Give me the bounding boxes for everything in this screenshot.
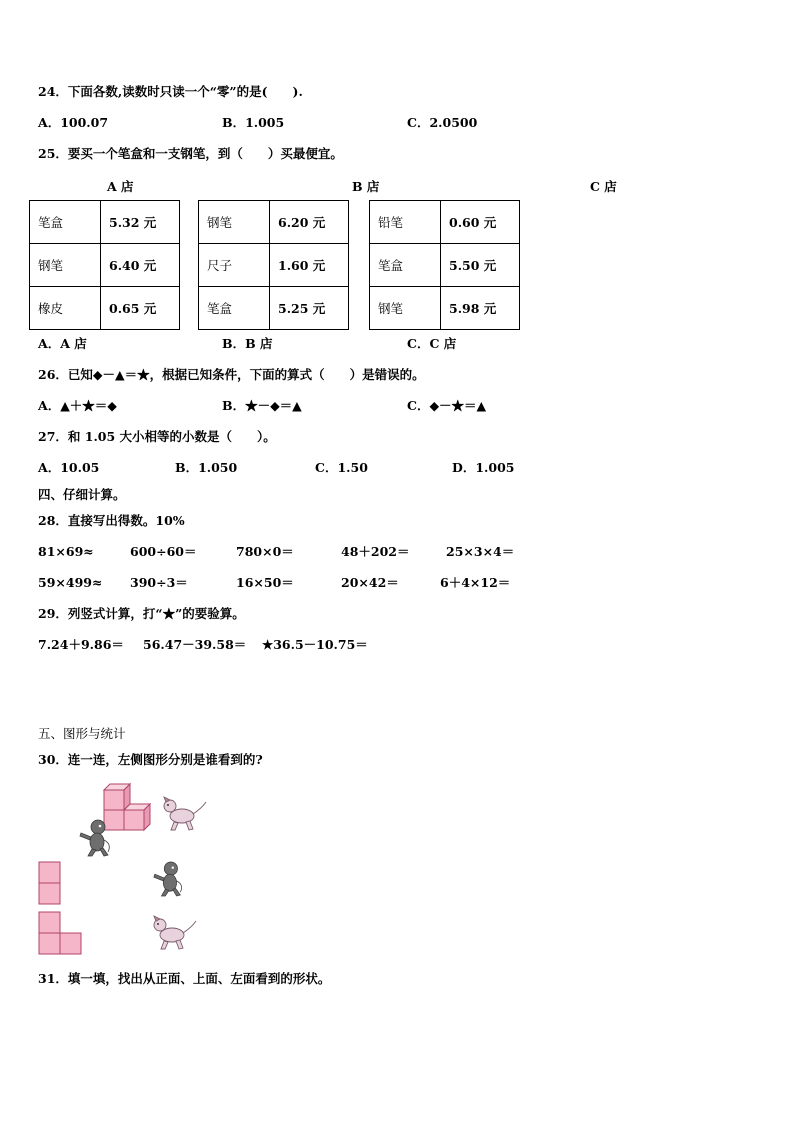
item-price: 5.25 元 [270,287,349,330]
q28-r2-c5: 6＋4×12＝ [440,575,511,590]
q29-item-1: 7.24＋9.86＝ [38,637,124,652]
item-name: 笔盒 [199,287,270,330]
item-price: 1.60 元 [270,244,349,287]
q24-option-a[interactable]: A．100.07 [38,115,109,130]
table-row [199,244,349,287]
q31-stem: 31．填一填，找出从正面、上面、左面看到的形状。 [38,971,331,986]
item-price: 0.65 元 [101,287,180,330]
q27-option-c[interactable]: C．1.50 [315,460,368,475]
q28-r1-c5: 25×3×4＝ [446,544,515,559]
q27-option-a[interactable]: A．10.05 [38,460,100,475]
two-square-column-shape[interactable] [38,861,62,905]
q28-r1-c1: 81×69≈ [38,544,94,559]
q24-option-b[interactable]: B．1.005 [222,115,285,130]
table-row [30,244,180,287]
q27-option-b[interactable]: B．1.050 [175,460,238,475]
q25-stem: 25．要买一个笔盒和一支钢笔，到（ ）买最便宜。 [38,146,343,161]
store-c-price-table [369,200,520,330]
q30-stem: 30．连一连，左侧图形分别是谁看到的? [38,752,263,767]
store-c-label: C 店 [590,179,617,194]
store-b-label: B 店 [352,179,380,194]
dog-icon [162,796,208,832]
q25-option-c[interactable]: C．C 店 [407,336,457,351]
dog-option-icon[interactable] [152,915,198,951]
q28-r1-c2: 600÷60＝ [130,544,197,559]
q26-option-b[interactable]: B．★－◆＝▲ [222,398,302,413]
q27-stem: 27．和 1.05 大小相等的小数是（ ）。 [38,429,276,444]
item-name: 笔盒 [370,244,441,287]
table-row [30,287,180,330]
q28-r2-c2: 390÷3＝ [130,575,188,590]
item-price: 6.40 元 [101,244,180,287]
q26-stem: 26．已知◆－▲＝★，根据已知条件，下面的算式（ ）是错误的。 [38,367,425,382]
q29-item-3: ★36.5－10.75＝ [262,637,368,652]
q24-stem: 24．下面各数,读数时只读一个“零”的是( ). [38,84,303,99]
table-row [30,201,180,244]
item-price: 6.20 元 [270,201,349,244]
q24-option-c[interactable]: C．2.0500 [407,115,478,130]
item-name: 钢笔 [370,287,441,330]
monkey-icon [78,818,114,858]
q26-option-c[interactable]: C．◆－★＝▲ [407,398,487,413]
q28-r2-c1: 59×499≈ [38,575,103,590]
q29-stem: 29．列竖式计算，打“★”的要验算。 [38,606,245,621]
store-a-label: A 店 [107,179,134,194]
table-row [199,201,349,244]
item-name: 笔盒 [30,201,101,244]
q25-option-a[interactable]: A．A 店 [38,336,87,351]
item-name: 橡皮 [30,287,101,330]
store-a-price-table [29,200,180,330]
table-row [370,201,520,244]
q26-option-a[interactable]: A．▲＋★＝◆ [38,398,117,413]
table-row [370,244,520,287]
item-name: 钢笔 [199,201,270,244]
store-b-price-table [198,200,349,330]
l-shape[interactable] [38,911,84,955]
item-name: 钢笔 [30,244,101,287]
item-price: 0.60 元 [441,201,520,244]
item-name: 铅笔 [370,201,441,244]
item-price: 5.50 元 [441,244,520,287]
q28-r1-c3: 780×0＝ [236,544,294,559]
q28-r2-c4: 20×42＝ [341,575,399,590]
q27-option-d[interactable]: D．1.005 [452,460,515,475]
q28-r1-c4: 48＋202＝ [341,544,410,559]
monkey-option-icon[interactable] [152,860,186,898]
table-row [370,287,520,330]
item-price: 5.98 元 [441,287,520,330]
q28-r2-c3: 16×50＝ [236,575,294,590]
table-row [199,287,349,330]
section-5-heading: 五、图形与统计 [38,726,126,741]
item-name: 尺子 [199,244,270,287]
q29-item-2: 56.47－39.58＝ [143,637,247,652]
q28-stem: 28．直接写出得数。10% [38,513,185,528]
item-price: 5.32 元 [101,201,180,244]
section-4-heading: 四、仔细计算。 [38,487,126,502]
q25-option-b[interactable]: B．B 店 [222,336,273,351]
